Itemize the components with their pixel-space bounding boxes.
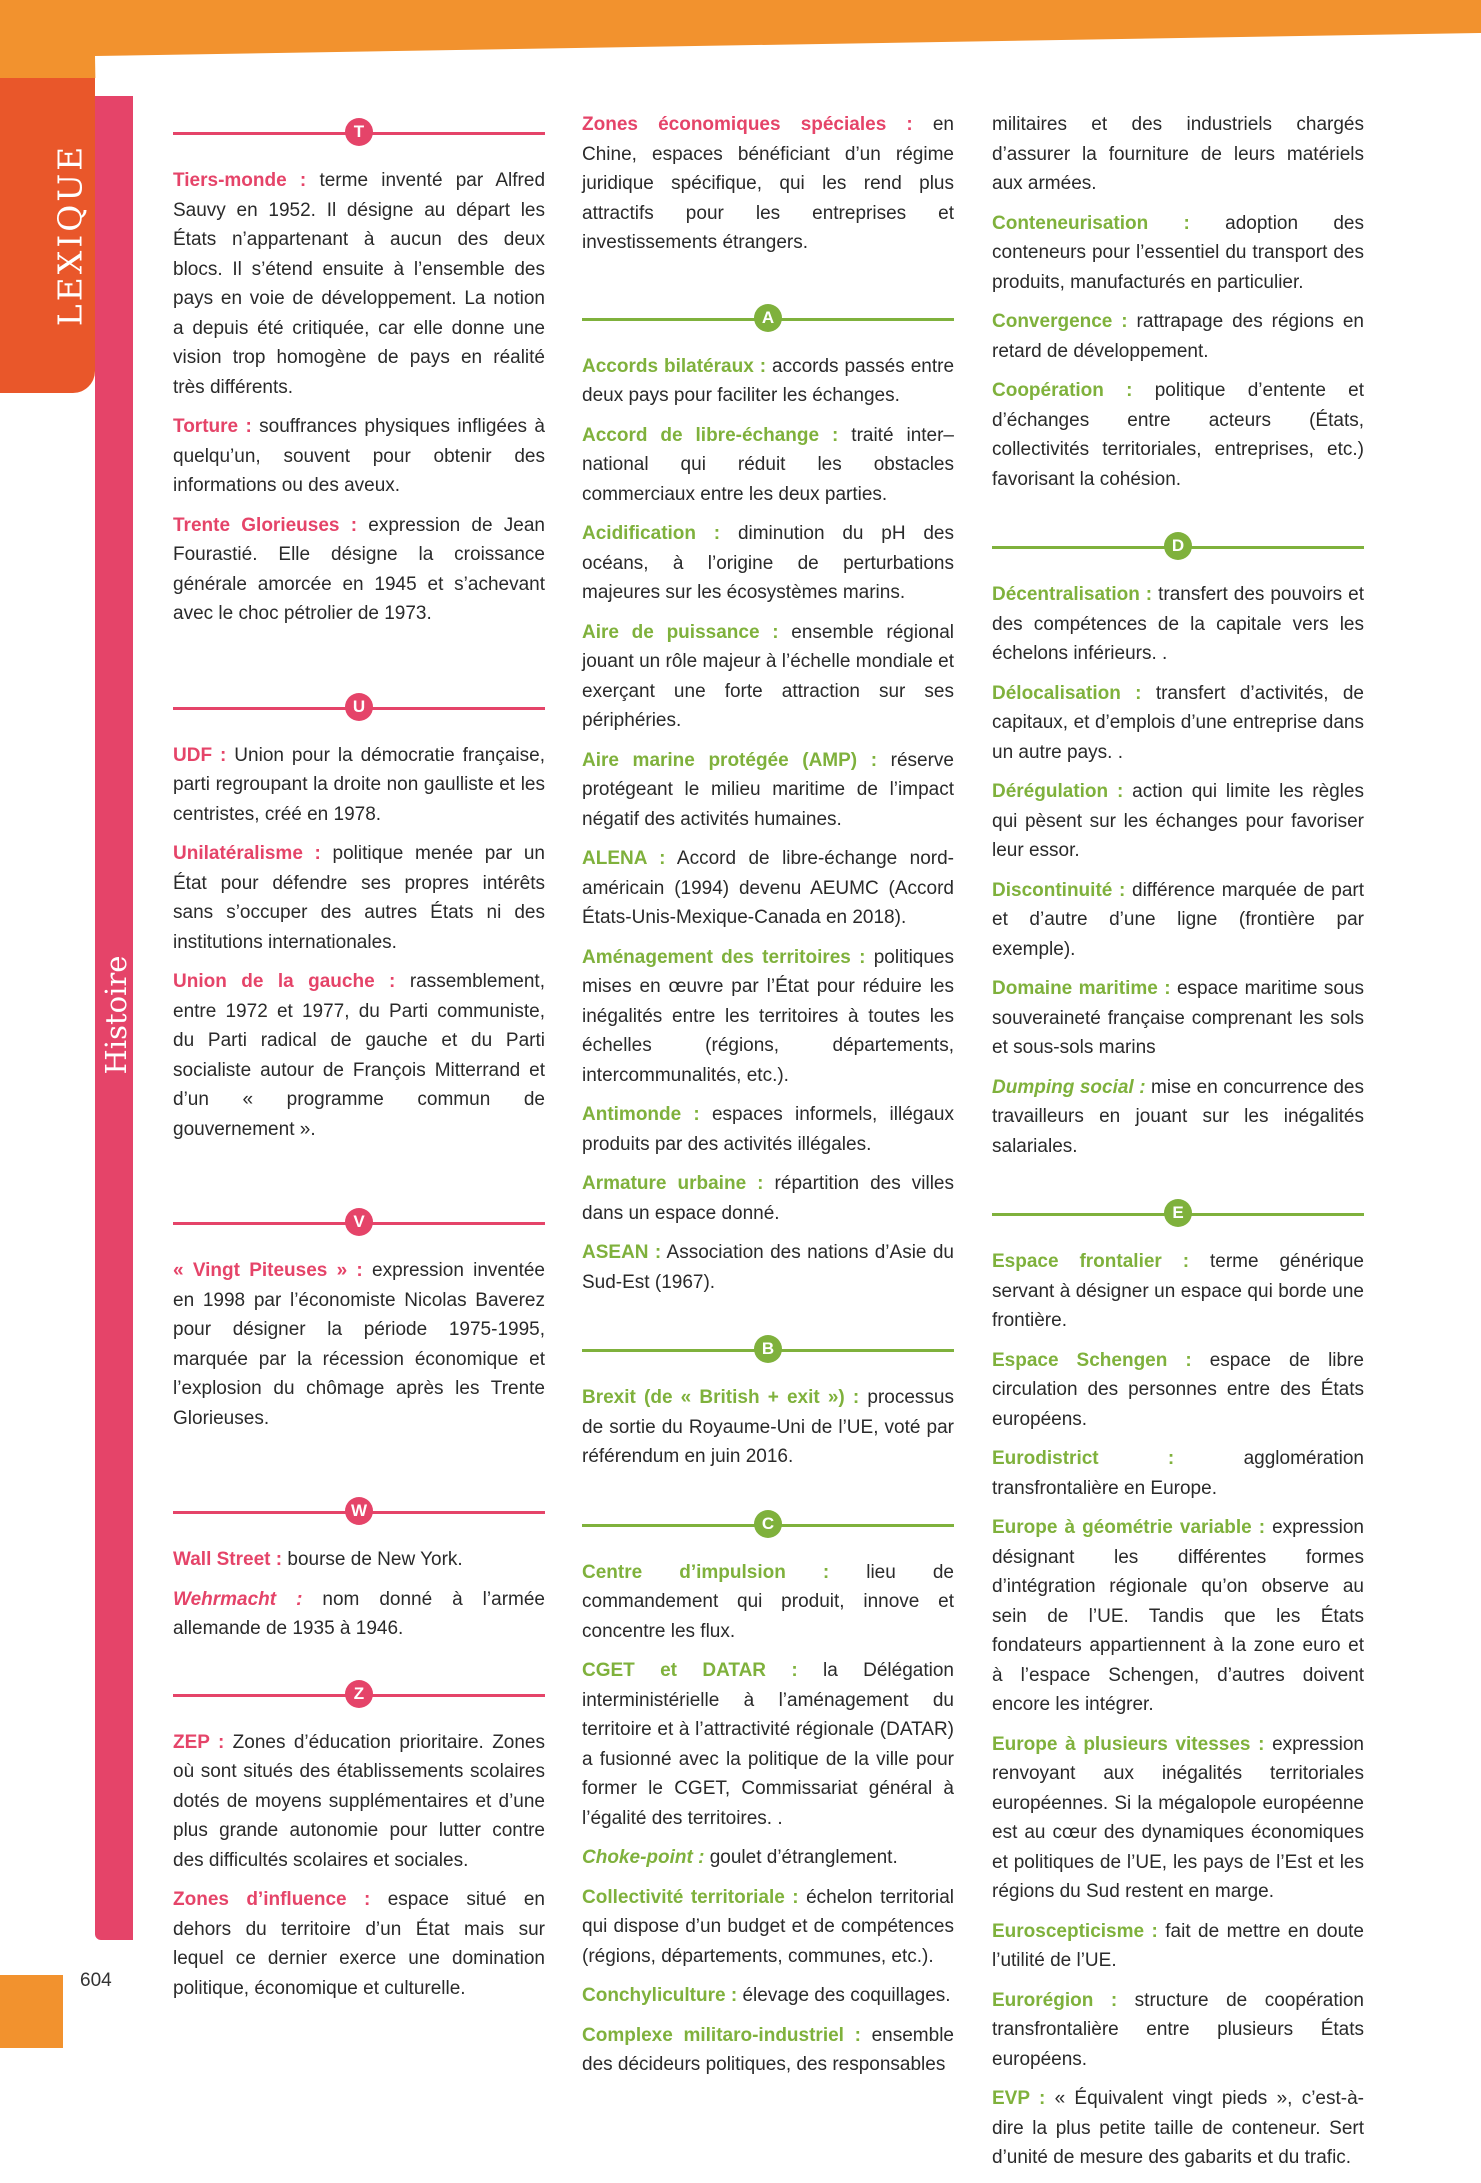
- glossary-entry-armature-urbaine: Armature urbaine : répartition des villes dans un espace donné.: [582, 1173, 954, 1224]
- glossary-entry-deregulation: Dérégulation : action qui limite les règles qui pèsent sur les échanges pour favoriser leur essor.: [992, 781, 1365, 861]
- letter-badge: U: [345, 693, 373, 721]
- letter-divider-a: [582, 304, 954, 332]
- section-title: LEXIQUE: [50, 143, 90, 327]
- glossary-entry-domaine-maritime: Domaine maritime : espace maritime sous souveraineté française comprenant les sols et sous-sols marins: [992, 978, 1365, 1058]
- letter-divider-t: [173, 118, 545, 146]
- letter-divider-v: [173, 1208, 545, 1236]
- letter-badge: V: [345, 1208, 373, 1236]
- glossary-entry-europe-geometrie: Europe à géométrie variable : expression désignant les différentes formes d’intégration régionale qu’on observe au sein de l’UE. Tandis que les États fondateurs appartiennent à la zone euro et à l’espace Schengen, d’autres doivent encore les intégrer.: [992, 1517, 1365, 1715]
- letter-badge: E: [1164, 1199, 1192, 1227]
- glossary-entry-complexe-militaro: Complexe militaro-industriel : ensemble des décideurs politiques, des responsables: [582, 2024, 954, 2075]
- letter-divider-d: [992, 532, 1364, 560]
- glossary-entry-alena: ALENA : Accord de libre-échange nord-américain (1994) devenu AEUMC (Accord États-Unis-Mexique-Canada en 2018).: [582, 848, 954, 928]
- letter-divider-z: [173, 1680, 545, 1708]
- glossary-entry-espace-frontalier: Espace frontalier : terme générique servant à désigner un espace qui borde une frontière.: [992, 1251, 1364, 1331]
- glossary-entry-zones-economiques: Zones économiques spéciales : en Chine, espaces bénéficiant d’un régime juridique spécifique, qui les rend plus attractifs pour les entreprises et investissements étrangers.: [582, 114, 954, 253]
- page-number-block: [0, 1975, 63, 2048]
- column-2: [582, 110, 954, 2090]
- glossary-entry-wall-street: Wall Street : bourse de New York.: [173, 1549, 463, 1570]
- glossary-entry-tiers-monde: Tiers-monde : terme inventé par Alfred Sauvy en 1952. Il désigne au départ les États n’appartenant à aucun des deux blocs. Il s’étend ensuite à l’ensemble des pays en voie de développement. La notion a depuis été critiquée, car elle donne une vision trop homogène de pays en réalité très différents.: [173, 170, 546, 398]
- glossary-entry-conchyliculture: Conchyliculture : élevage des coquillages.: [582, 1985, 951, 2006]
- glossary-entry-wehrmacht: Wehrmacht : nom donné à l’armée allemande de 1935 à 1946.: [173, 1588, 545, 1639]
- letter-divider-u: [173, 693, 545, 721]
- letter-badge: W: [345, 1497, 373, 1525]
- glossary-entry-collectivite: Collectivité territoriale : échelon territorial qui dispose d’un budget et de compétences (régions, départements, communes, etc.).: [582, 1886, 954, 1967]
- glossary-entry-vingt-piteuses: « Vingt Piteuses » : expression inventée en 1998 par l’économiste Nicolas Baverez pour désigner la période 1975-1995, marquée par la récession économique et l’explosion du chômage après les Trente Glorieuses.: [173, 1260, 545, 1429]
- glossary-entry-discontinuite: Discontinuité : différence marquée de part et d’autre d’une ligne (frontière par exemple).: [992, 879, 1364, 960]
- subject-label: Histoire: [99, 955, 133, 1075]
- glossary-entry-cooperation: Coopération : politique d’entente et d’échanges entre acteurs (États, collectivités territoriales, entreprises, etc.) favorisant la cohésion.: [992, 380, 1365, 490]
- glossary-entry-udf: UDF : Union pour la démocratie française, parti regroupant la droite non gaulliste et les centristes, créé en 1978.: [173, 744, 545, 825]
- glossary-entry-cget-datar: CGET et DATAR : la Délégation interministérielle à l’aménagement du territoire et à l’attractivité régionale (DATAR) a fusionné avec la politique de la ville pour former le CGET, Commissariat général à l’égalité des territoires. .: [582, 1660, 954, 1829]
- letter-divider-c: [582, 1510, 954, 1538]
- glossary-entry-torture: Torture : souffrances physiques infligées à quelqu’un, souvent pour obtenir des informations ou des aveux.: [173, 416, 545, 496]
- glossary-entry-antimonde: Antimonde : espaces informels, illégaux produits par des activités illégales.: [582, 1104, 954, 1155]
- page-number: 604: [80, 1970, 112, 1991]
- glossary-entry-delocalisation: Délocalisation : transfert d’activités, de capitaux, et d’emplois d’une entreprise dans un autre pays. .: [992, 682, 1364, 763]
- glossary-entry-accords-bilateraux: Accords bilatéraux : accords passés entre deux pays pour faciliter les échanges.: [582, 355, 955, 406]
- glossary-entry-choke-point: Choke-point : goulet d’étranglement.: [582, 1847, 898, 1868]
- glossary-entry-unilateralisme: Unilatéralisme : politique menée par un État pour défendre ses propres intérêts sans s’occuper des autres États ni des institutions internationales.: [173, 843, 545, 953]
- glossary-entry-amenagement: Aménagement des territoires : politiques mises en œuvre par l’État pour réduire les inégalités entre les territoires à toutes les échelles (régions, départements, intercommunalités, etc.).: [582, 946, 955, 1086]
- glossary-entry-acidification: Acidification : diminution du pH des océans, à l’origine de perturbations majeures sur les écosystèmes marins.: [582, 523, 954, 603]
- glossary-entry-espace-schengen: Espace Schengen : espace de libre circulation des personnes entre des États européens.: [992, 1349, 1364, 1430]
- glossary-entry-centre-impulsion: Centre d’impulsion : lieu de commandement qui produit, innove et concentre les flux.: [582, 1561, 954, 1642]
- letter-badge: C: [754, 1510, 782, 1538]
- glossary-entry-euroregion: Eurorégion : structure de coopération transfrontalière entre plusieurs États européens.: [992, 1989, 1364, 2070]
- glossary-entry-euroscepticisme: Euroscepticisme : fait de mettre en doute l’utilité de l’UE.: [992, 1920, 1364, 1971]
- glossary-entry-convergence: Convergence : rattrapage des régions en retard de développement.: [992, 311, 1364, 362]
- letter-badge: B: [754, 1335, 782, 1363]
- glossary-entry-asean: ASEAN : Association des nations d’Asie du Sud-Est (1967).: [582, 1242, 954, 1293]
- glossary-entry-decentralisation: Décentralisation : transfert des pouvoirs et des compétences de la capitale vers les échelons inférieurs. .: [992, 584, 1364, 664]
- letter-badge: Z: [345, 1680, 373, 1708]
- letter-badge: D: [1164, 532, 1192, 560]
- column-1: [173, 110, 545, 2013]
- letter-divider-w: [173, 1497, 545, 1525]
- glossary-entry-brexit: Brexit (de « British + exit ») : processus de sortie du Royaume-Uni de l’UE, voté par référendum en juin 2016.: [582, 1387, 955, 1467]
- glossary-entry-europe-vitesses: Europe à plusieurs vitesses : expression renvoyant aux inégalités territoriales européennes. Si la mégalopole européenne est au cœur des dynamiques économiques et politiques de l’UE, les pays de l’Est et les régions du Sud restent en marge.: [992, 1733, 1364, 1902]
- glossary-entry-eurodistrict: Eurodistrict : agglomération transfrontalière en Europe.: [992, 1448, 1364, 1499]
- glossary-entry-trente-glorieuses: Trente Glorieuses : expression de Jean Fourastié. Elle désigne la croissance générale amorcée en 1945 et s’achevant avec le choc pétrolier de 1973.: [173, 514, 545, 624]
- letter-badge: A: [754, 304, 782, 332]
- glossary-entry-conteneurisation: Conteneurisation : adoption des conteneurs pour l’essentiel du transport des produits, manufacturés en particulier.: [992, 212, 1364, 293]
- glossary-entry-aire-puissance: Aire de puissance : ensemble régional jouant un rôle majeur à l’échelle mondiale et exerçant une forte attraction sur ses périphéries.: [582, 621, 954, 731]
- glossary-entry-accord-libre-echange: Accord de libre-échange : traité inter–national qui réduit les obstacles commerciaux entre les deux parties.: [582, 424, 955, 505]
- letter-badge: T: [345, 118, 373, 146]
- glossary-entry-union-gauche: Union de la gauche : rassemblement, entre 1972 et 1977, du Parti communiste, du Parti radical de gauche et du Parti socialiste autour de François Mitterrand et d’un « programme commun de gouvernement ».: [173, 971, 545, 1140]
- glossary-entry-zep: ZEP : Zones d’éducation prioritaire. Zones où sont situés des établissements scolaires dotés de moyens supplémentaires et d’une plus grande autonomie pour lutter contre des difficultés scolaires et sociales.: [173, 1731, 545, 1871]
- column-3: [992, 110, 1364, 2183]
- glossary-entry-amp: Aire marine protégée (AMP) : réserve protégeant le milieu maritime de l’impact négatif des activités humaines.: [582, 749, 955, 830]
- glossary-entry-zones-influence: Zones d’influence : espace situé en dehors du territoire d’un État mais sur lequel ce dernier exerce une domination politique, économique et culturelle.: [173, 1889, 545, 1999]
- glossary-entry-complexe-continued: militaires et des industriels chargés d’assurer la fourniture de leurs matériels aux armées.: [992, 114, 1364, 194]
- letter-divider-b: [582, 1335, 954, 1363]
- letter-divider-e: [992, 1199, 1364, 1227]
- glossary-entry-dumping-social: Dumping social : mise en concurrence des travailleurs en jouant sur les inégalités salariales.: [992, 1076, 1364, 1157]
- glossary-entry-evp: EVP : « Équivalent vingt pieds », c’est-à-dire la plus petite taille de conteneur. Sert d’unité de mesure des gabarits et du trafic.: [992, 2088, 1364, 2168]
